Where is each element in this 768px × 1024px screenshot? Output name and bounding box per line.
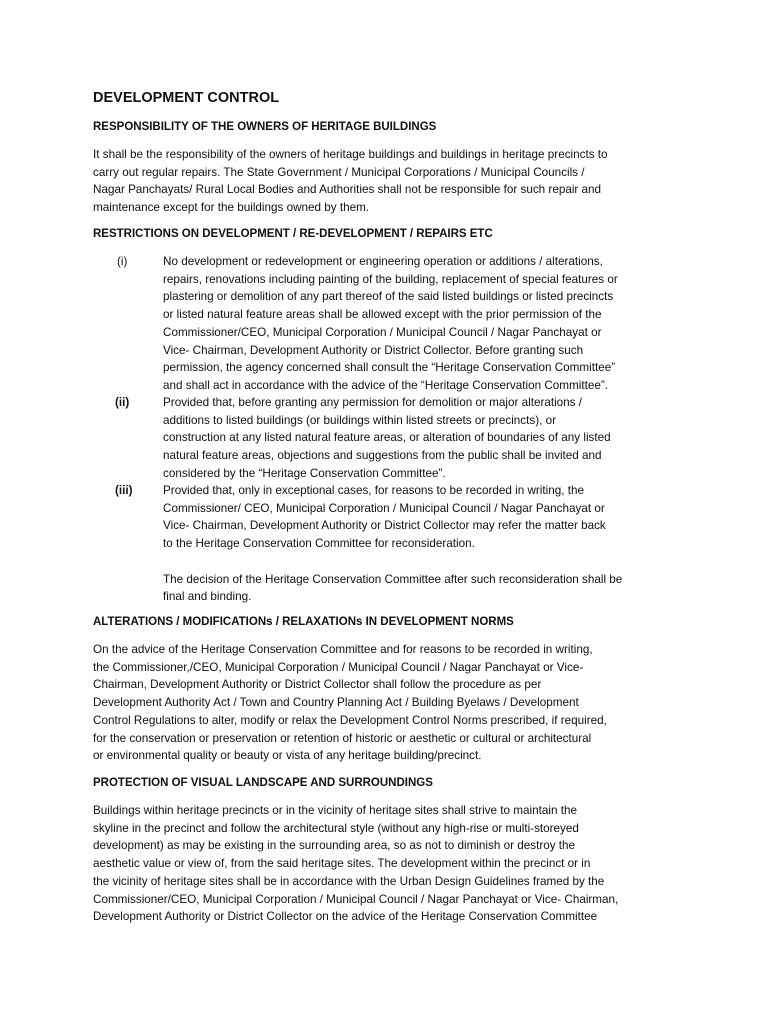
- list-item-text: [163, 253, 683, 395]
- list-item-number: (i): [117, 255, 128, 268]
- text-line: Chairman, Development Authority or District Collector shall follow the procedure as per: [93, 678, 542, 692]
- text-line: Development Authority Act / Town and Country Planning Act / Building Byelaws / Development: [93, 696, 579, 710]
- list-item-number: (ii): [115, 396, 130, 409]
- list-item-iii: [93, 482, 693, 608]
- text-line: or listed natural feature areas shall be allowed except with the prior permission of the: [163, 308, 602, 322]
- text-line: Commissioner/CEO, Municipal Corporation / Municipal Council / Nagar Panchayat or: [163, 325, 602, 339]
- heading-restrictions: RESTRICTIONS ON DEVELOPMENT / RE-DEVELOPMENT / REPAIRS ETC: [93, 228, 493, 240]
- text-line: natural feature areas, objections and suggestions from the public shall be invited and: [163, 449, 602, 463]
- text-line: considered by the “Heritage Conservation Committee”.: [163, 466, 446, 480]
- paragraph-responsibility: [93, 146, 685, 217]
- list-item-i: [93, 253, 693, 395]
- text-line: final and binding.: [163, 590, 252, 604]
- heading-responsibility: RESPONSIBILITY OF THE OWNERS OF HERITAGE BUILDINGS: [93, 121, 437, 133]
- text-line: to the Heritage Conservation Committee for reconsideration.: [163, 537, 475, 551]
- text-line: construction at any listed natural feature areas, or alteration of boundaries of any listed: [163, 431, 611, 445]
- text-line: permission, the agency concerned shall consult the “Heritage Conservation Committee”: [163, 361, 616, 375]
- text-line: Development Authority or District Collector on the advice of the Heritage Conservation Committee: [93, 910, 598, 924]
- text-line: for the conservation or preservation or retention of historic or aesthetic or cultural or architectural: [93, 731, 592, 745]
- text-line: Buildings within heritage precincts or in the vicinity of heritage sites shall strive to maintain the: [93, 804, 577, 817]
- list-item-text: [163, 394, 683, 483]
- heading-protection: PROTECTION OF VISUAL LANDSCAPE AND SURROUNDINGS: [93, 777, 433, 789]
- paragraph-alterations: [93, 641, 685, 765]
- text-line: development) as may be existing in the surrounding area, so as not to diminish or destroy the: [93, 839, 576, 853]
- text-line: It shall be the responsibility of the owners of heritage buildings and buildings in heritage precincts to: [93, 148, 608, 161]
- text-line-blank: [163, 553, 683, 571]
- text-line: Vice- Chairman, Development Authority or District Collector. Before granting such: [163, 343, 584, 357]
- text-line: aesthetic value or view of, from the said heritage sites. The development within the precinct or in: [93, 857, 591, 871]
- text-line: plastering or demolition of any part thereof of the said listed buildings or listed precincts: [163, 290, 614, 304]
- text-line: carry out regular repairs. The State Government / Municipal Corporations / Municipal Councils /: [93, 165, 585, 179]
- heading-alterations: ALTERATIONS / MODIFICATIONs / RELAXATIONs IN DEVELOPMENT NORMS: [93, 616, 514, 628]
- text-line: No development or redevelopment or engineering operation or additions / alterations,: [163, 255, 603, 268]
- page-title: DEVELOPMENT CONTROL: [93, 90, 280, 106]
- text-line: Vice- Chairman, Development Authority or District Collector may refer the matter back: [163, 519, 606, 533]
- list-item-text: [163, 482, 683, 606]
- text-line: repairs, renovations including painting of the building, replacement of special features or: [163, 272, 618, 286]
- text-line: and shall act in accordance with the advice of the “Heritage Conservation Committee”.: [163, 378, 608, 392]
- text-line: Commissioner/ CEO, Municipal Corporation / Municipal Council / Nagar Panchayat or: [163, 501, 605, 515]
- text-line: additions to listed buildings (or buildings within listed streets or precincts), or: [163, 413, 557, 427]
- list-item-ii: [93, 394, 693, 484]
- text-line: On the advice of the Heritage Conservation Committee and for reasons to be recorded in writing,: [93, 643, 593, 656]
- list-item-number: (iii): [115, 484, 133, 497]
- text-line: Nagar Panchayats/ Rural Local Bodies and Authorities shall not be responsible for such repair and: [93, 183, 602, 197]
- paragraph-protection: [93, 802, 685, 926]
- text-line: The decision of the Heritage Conservation Committee after such reconsideration shall be: [163, 572, 623, 586]
- text-line: maintenance except for the buildings owned by them.: [93, 201, 370, 215]
- text-line: the vicinity of heritage sites shall be in accordance with the Urban Design Guidelines framed by the: [93, 874, 605, 888]
- text-line: Commissioner/CEO, Municipal Corporation / Municipal Council / Nagar Panchayat or Vice- Chairman,: [93, 892, 619, 906]
- text-line: the Commissioner,/CEO, Municipal Corporation / Municipal Council / Nagar Panchayat or Vice-: [93, 660, 584, 674]
- text-line: skyline in the precinct and follow the architectural style (without any high-rise or multi-storeyed: [93, 821, 579, 835]
- text-line: Provided that, only in exceptional cases, for reasons to be recorded in writing, the: [163, 484, 584, 497]
- text-line: or environmental quality or beauty or vista of any heritage building/precinct.: [93, 749, 482, 763]
- text-line: Provided that, before granting any permission for demolition or major alterations /: [163, 396, 583, 409]
- text-line: Control Regulations to alter, modify or relax the Development Control Norms prescribed, if required,: [93, 713, 607, 727]
